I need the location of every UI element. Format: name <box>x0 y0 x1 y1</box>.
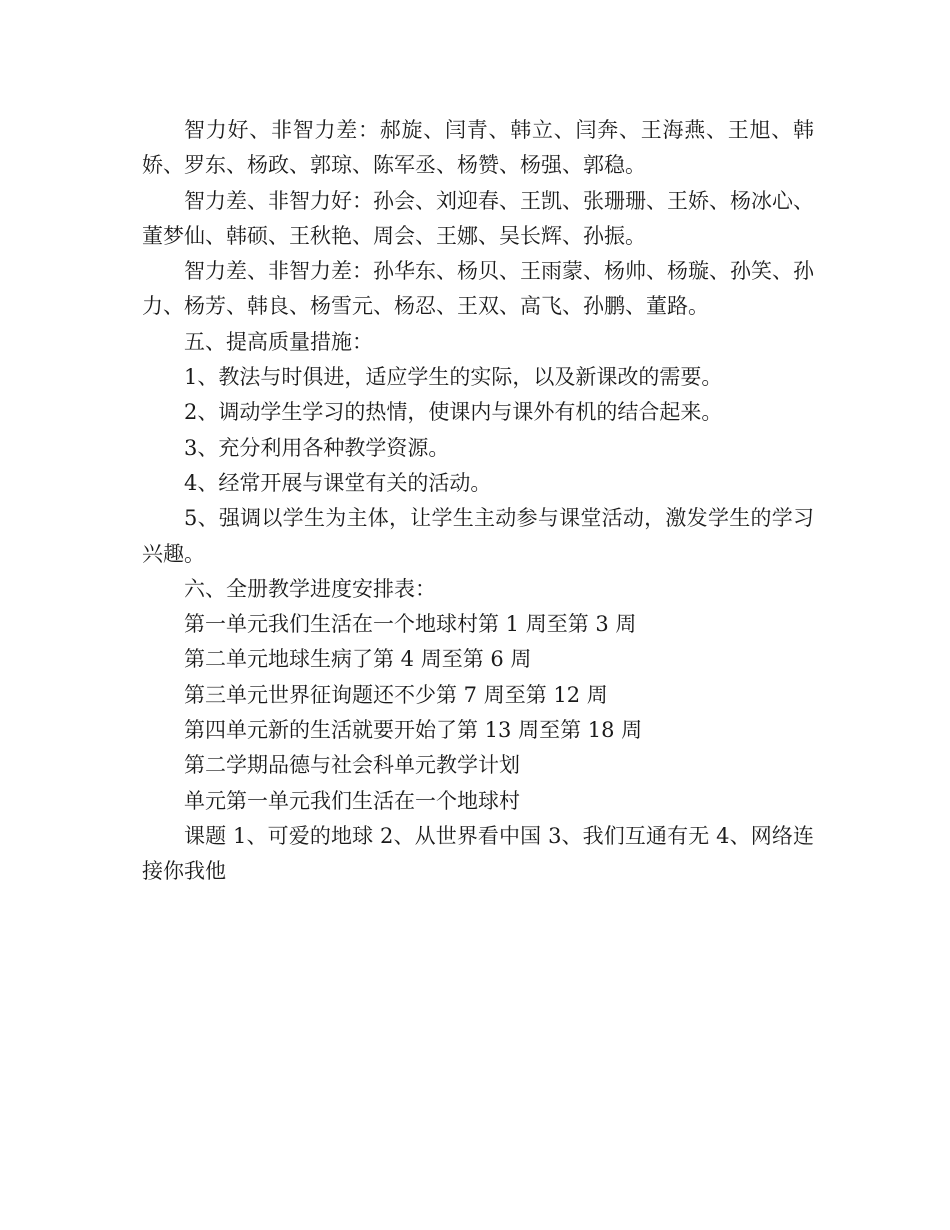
section-heading-schedule: 六、全册教学进度安排表： <box>184 576 436 601</box>
measure-item-2: 2、调动学生学习的热情，使课内与课外有机的结合起来。 <box>184 400 723 425</box>
measure-item-4: 4、经常开展与课堂有关的活动。 <box>184 470 492 495</box>
unit-line: 单元第一单元我们生活在一个地球村 <box>184 788 520 813</box>
measure-item-5: 5、强调以学生为主体，让学生主动参与课堂活动，激发学生的学习兴趣。 <box>142 506 814 566</box>
schedule-unit-2: 第二单元地球生病了第 4 周至第 6 周 <box>184 647 532 672</box>
section-heading-quality-measures: 五、提高质量措施： <box>184 329 373 354</box>
lessons-line: 课题 1、可爱的地球 2、从世界看中国 3、我们互通有无 4、网络连接你我他 <box>142 823 814 884</box>
document-page <box>142 113 814 890</box>
schedule-unit-4: 第四单元新的生活就要开始了第 13 周至第 18 周 <box>184 718 643 743</box>
paragraph-group-poor-intellect-good-nonintellect: 智力差、非智力好：孙会、刘迎春、王凯、张珊珊、王娇、杨冰心、董梦仙、韩硕、王秋艳、周会、王娜、吴长辉、孙振。 <box>142 188 814 248</box>
paragraph-group-good-intellect-poor-nonintellect: 智力好、非智力差：郝旋、闫青、韩立、闫奔、王海燕、王旭、韩娇、罗东、杨政、郭琼、陈军丞、杨赞、杨强、郭稳。 <box>142 118 814 178</box>
paragraph-group-poor-intellect-poor-nonintellect: 智力差、非智力差：孙华东、杨贝、王雨蒙、杨帅、杨璇、孙笑、孙力、杨芳、韩良、杨雪元、杨忍、王双、高飞、孙鹏、董路。 <box>142 259 814 319</box>
measure-item-3: 3、充分利用各种教学资源。 <box>184 435 450 460</box>
schedule-unit-3: 第三单元世界征询题还不少第 7 周至第 12 周 <box>184 682 608 707</box>
plan-title: 第二学期品德与社会科单元教学计划 <box>184 753 520 778</box>
schedule-unit-1: 第一单元我们生活在一个地球村第 1 周至第 3 周 <box>184 612 637 637</box>
measure-item-1: 1、教法与时俱进，适应学生的实际，以及新课改的需要。 <box>184 365 723 390</box>
